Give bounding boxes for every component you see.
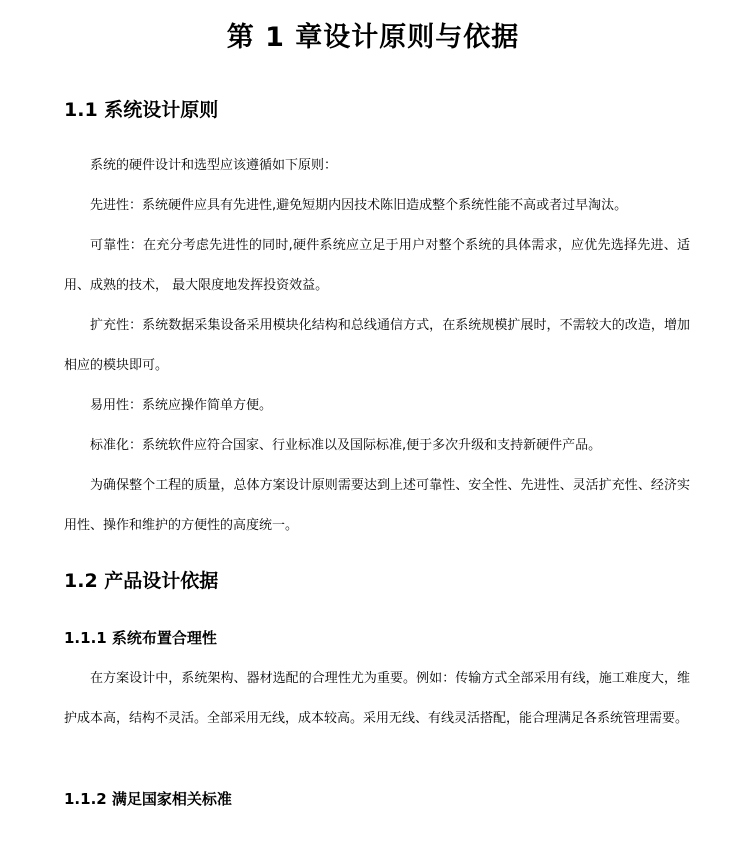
paragraph-summary: 为确保整个工程的质量，总体方案设计原则需要达到上述可靠性、安全性、先进性、灵活扩充性、经济实用性、操作和维护的方便性的高度统一。 [64, 478, 690, 533]
subsection-heading-1-1-1: 1.1.1 系统布置合理性 [64, 629, 217, 647]
paragraph-standardization: 标准化：系统软件应符合国家、行业标准以及国际标准,便于多次升级和支持新硬件产品。 [90, 438, 602, 453]
paragraph-intro: 系统的硬件设计和选型应该遵循如下原则： [90, 158, 338, 173]
chapter-title: 第 1 章设计原则与依据 [226, 22, 520, 53]
paragraph-usability: 易用性：系统应操作简单方便。 [90, 398, 273, 413]
paragraph-advanced: 先进性：系统硬件应具有先进性,避免短期内因技术陈旧造成整个系统性能不高或者过早淘汰。 [90, 198, 628, 213]
paragraph-reliability: 可靠性：在充分考虑先进性的同时,硬件系统应立足于用户对整个系统的具体需求，应优先选择先进、适用、成熟的技术， 最大限度地发挥投资效益。 [64, 238, 690, 293]
section-heading-1-2: 1.2 产品设计依据 [64, 570, 219, 592]
subsection-heading-1-1-2: 1.1.2 满足国家相关标准 [64, 790, 232, 808]
paragraph-layout-rationality: 在方案设计中，系统架构、器材选配的合理性尤为重要。例如：传输方式全部采用有线，施工难度大，维护成本高，结构不灵活。全部采用无线，成本较高。采用无线、有线灵活搭配，能合理满足各系统管理需要。 [64, 671, 690, 726]
section-heading-1-1: 1.1 系统设计原则 [64, 99, 219, 121]
paragraph-expandability: 扩充性：系统数据采集设备采用模块化结构和总线通信方式，在系统规模扩展时，不需较大的改造，增加相应的模块即可。 [64, 318, 690, 373]
